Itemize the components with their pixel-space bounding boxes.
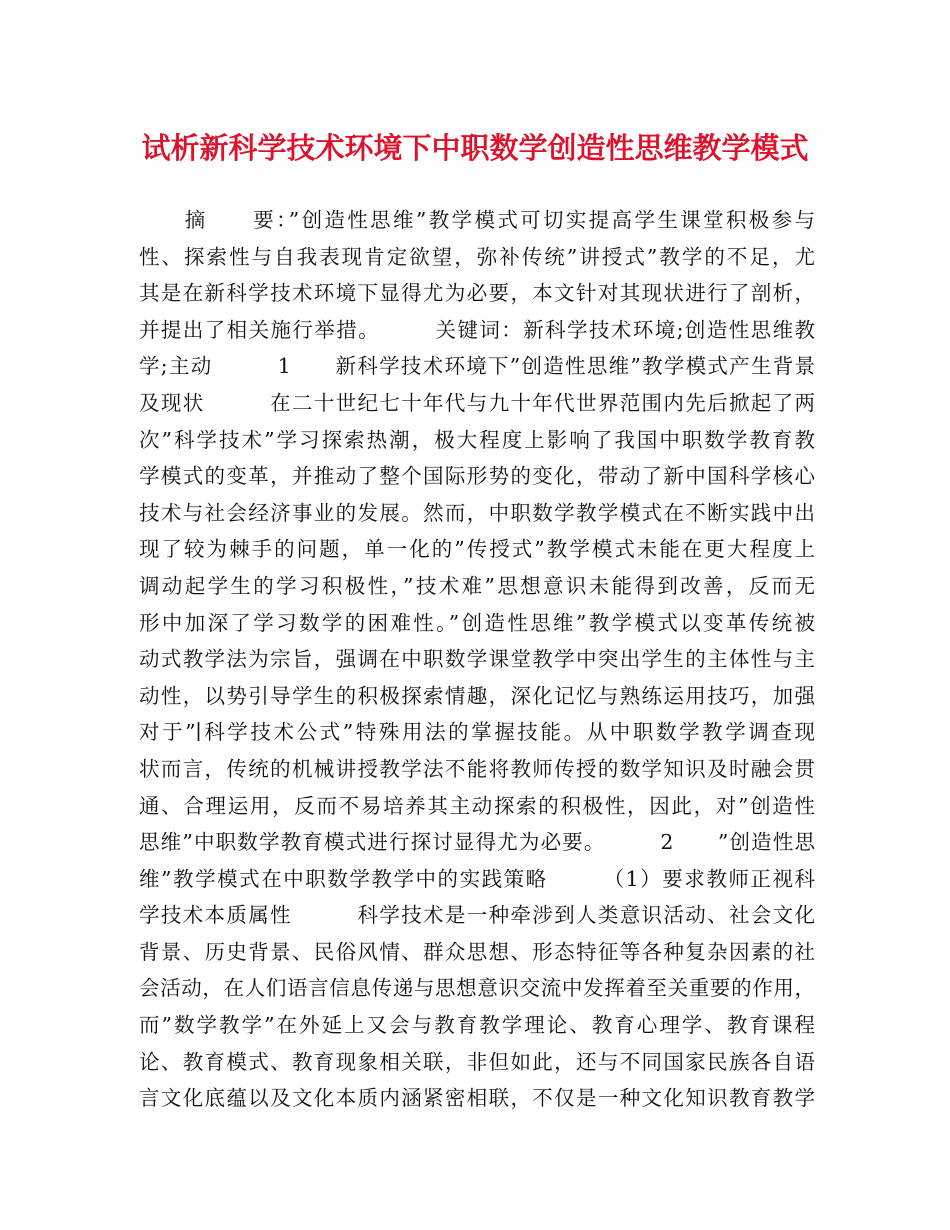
body-line: 学;主动 1 新科学技术环境下”创造性思维”教学模式产生背景	[139, 354, 815, 379]
body-line: 维”教学模式在中职数学教学中的实践策略 （1）要求教师正视科	[139, 866, 815, 891]
body-line: 调动起学生的学习积极性，”技术难”思想意识未能得到改善，反而无	[139, 573, 815, 598]
body-line: 动式教学法为宗旨，强调在中职数学课堂教学中突出学生的主体性与主	[139, 647, 815, 672]
body-line: 技术与社会经济事业的发展。然而，中职数学教学模式在不断实践中出	[139, 500, 815, 525]
body-line: 形中加深了学习数学的困难性。”创造性思维”教学模式以变革传统被	[139, 610, 815, 635]
body-line: 动性，以势引导学生的积极探索情趣，深化记忆与熟练运用技巧，加强	[139, 683, 815, 708]
body-line: 性、探索性与自我表现肯定欲望，弥补传统”讲授式”教学的不足，尤	[139, 244, 815, 269]
body-line: 状而言，传统的机械讲授教学法不能将教师传授的数学知识及时融会贯	[139, 756, 815, 781]
body-line: 及现状 在二十世纪七十年代与九十年代世界范围内先后掀起了两	[139, 390, 815, 415]
body-line: 学技术本质属性 科学技术是一种牵涉到人类意识活动、社会文化	[139, 903, 815, 928]
body-line: 背景、历史背景、民俗风情、群众思想、形态特征等各种复杂因素的社	[139, 939, 815, 964]
body-line: 并提出了相关施行举措。 关键词：新科学技术环境;创造性思维教	[139, 317, 815, 342]
body-line: 会活动，在人们语言信息传递与思想意识交流中发挥着至关重要的作用，	[139, 976, 815, 1001]
body-line: 通、合理运用，反而不易培养其主动探索的积极性，因此，对”创造性	[139, 793, 815, 818]
body-line: 思维”中职数学教育模式进行探讨显得尤为必要。 2 ”创造性思	[139, 830, 815, 855]
body-line: 对于”∣科学技术公式”特殊用法的掌握技能。从中职数学教学调查现	[139, 720, 815, 745]
body-line: 其是在新科学技术环境下显得尤为必要，本文针对其现状进行了剖析，	[139, 281, 815, 306]
body-line: 现了较为棘手的问题，单一化的”传授式”教学模式未能在更大程度上	[139, 537, 815, 562]
body-line: 而”数学教学”在外延上又会与教育教学理论、教育心理学、教育课程	[139, 1013, 815, 1038]
body-line: 言文化底蕴以及文化本质内涵紧密相联，不仅是一种文化知识教育教学	[139, 1086, 815, 1111]
body-line: 摘 要：”创造性思维”教学模式可切实提高学生课堂积极参与	[139, 208, 815, 232]
document-title: 试析新科学技术环境下中职数学创造性思维教学模式	[141, 131, 809, 165]
document-body	[139, 202, 815, 1117]
body-line: 次”科学技术”学习探索热潮，极大程度上影响了我国中职数学教育教	[139, 427, 815, 452]
body-line: 学模式的变革，并推动了整个国际形势的变化，带动了新中国科学核心	[139, 464, 815, 489]
body-line: 论、教育模式、教育现象相关联，非但如此，还与不同国家民族各自语	[139, 1049, 815, 1074]
